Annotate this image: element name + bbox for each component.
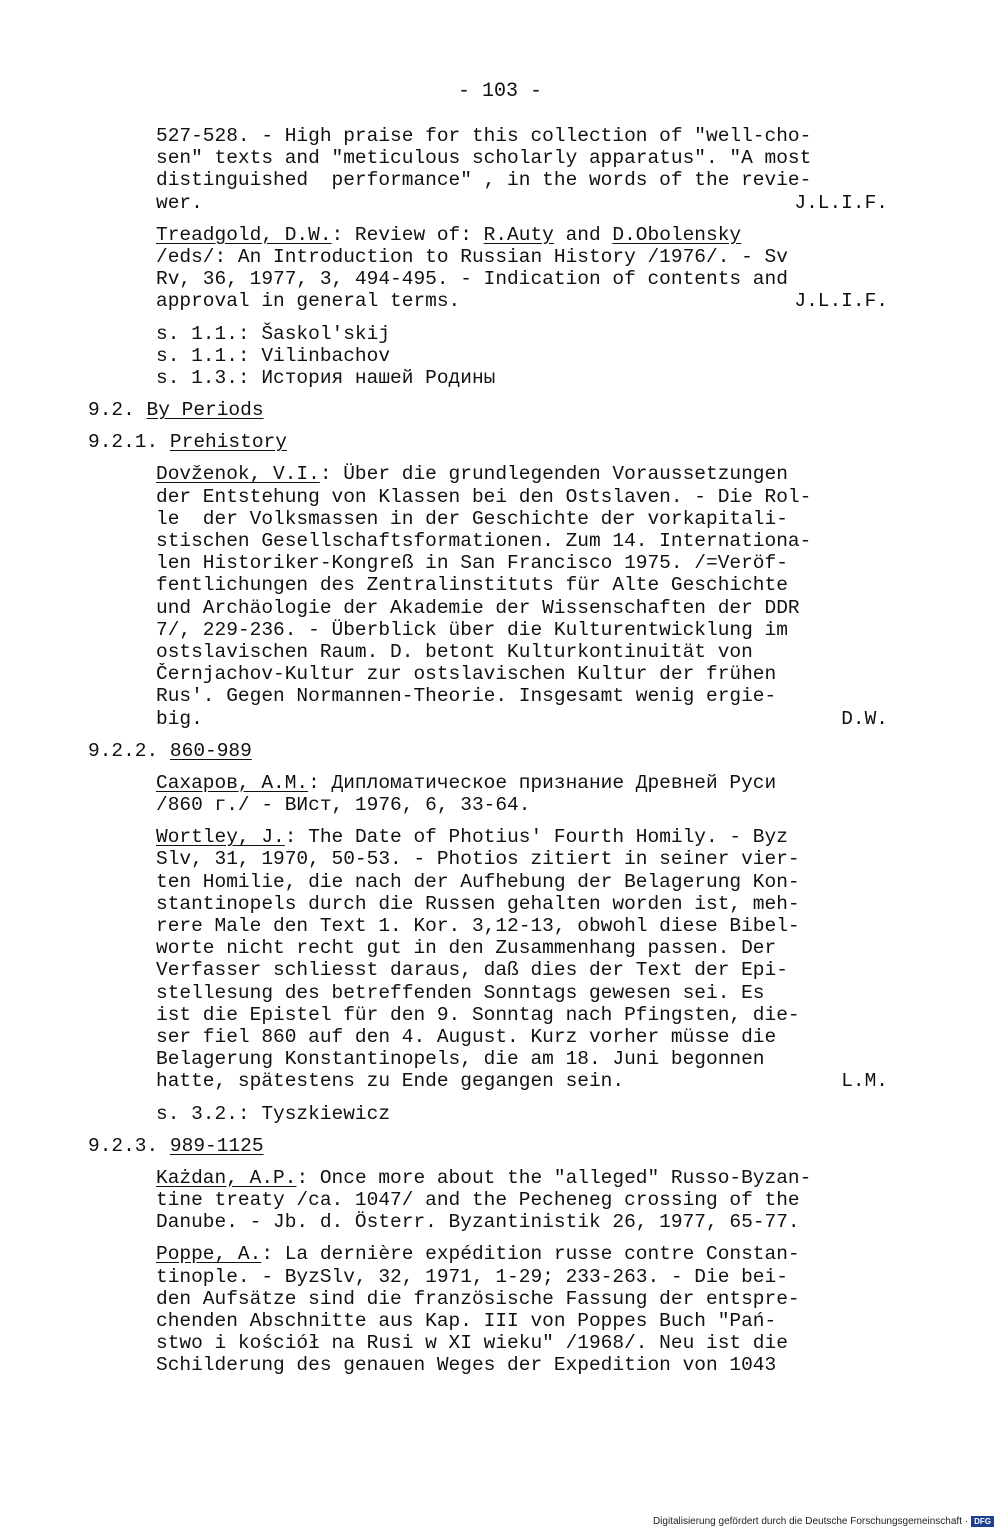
entry-line — [156, 290, 888, 312]
section-title: 989-1125 — [169, 1134, 264, 1157]
page-number: - 103 - — [457, 80, 542, 103]
entry-line — [156, 486, 888, 508]
entry-text: big. — [156, 707, 203, 730]
entry-text: Slv, 31, 1970, 50-53. - Photios zitiert in seiner vier- — [156, 848, 800, 871]
cross-references — [88, 323, 908, 390]
entry-line — [156, 552, 888, 574]
entry-text: hatte, spätestens zu Ende gegangen sein. — [156, 1070, 625, 1093]
dfg-logo: DFG — [971, 1516, 994, 1527]
entry-line — [156, 508, 888, 530]
entry-text: 527-528. - High praise for this collection of "well-cho- — [156, 125, 812, 147]
cross-references — [88, 1103, 908, 1125]
entry-line — [156, 1354, 888, 1376]
entry-author: Dovženok, V.I. — [156, 463, 320, 486]
entry-line — [156, 1070, 888, 1092]
entry-line — [156, 772, 888, 794]
reviewer-initials: L.M. — [841, 1070, 888, 1093]
section-number: 9.2. — [88, 399, 135, 422]
entry-text: Danube. - Jb. d. Österr. Byzantinistik 26, 1977, 65-77. — [156, 1211, 800, 1234]
entry-text: wer. — [156, 191, 203, 214]
entry-line — [156, 125, 888, 147]
entry-text: le der Volksmassen in der Geschichte der vorkapitali- — [156, 507, 788, 530]
entry-line — [156, 246, 888, 268]
entry-line — [156, 1332, 888, 1354]
entry-text: und Archäologie der Akademie der Wissenschaften der DDR — [156, 596, 800, 619]
entry-text: Rus'. Gegen Normannen-Theorie. Insgesamt wenig ergie- — [156, 685, 777, 708]
entry-text: worte nicht recht gut in den Zusammenhang passen. Der — [156, 937, 777, 960]
entry-text: chenden Abschnitte aus Kap. III von Poppes Buch "Pań- — [156, 1310, 777, 1332]
reviewer-initials: J.L.I.F. — [794, 290, 888, 313]
entry-text: sen" texts and "meticulous scholarly apparatus". "A most — [156, 147, 812, 170]
bibliography-entry — [156, 772, 888, 816]
section-title: By Periods — [146, 399, 264, 422]
entry-text: Schilderung des genauen Weges der Expedition von 1043 — [156, 1354, 777, 1377]
entry-text: stwo i kościół na Rusi w XI wieku" /1968/. Neu ist die — [156, 1332, 788, 1355]
reviewer-initials: J.L.I.F. — [794, 191, 888, 214]
entry-text: rere Male den Text 1. Kor. 3,12-13, obwohl diese Bibel- — [156, 915, 800, 937]
entry-line — [156, 1048, 888, 1070]
entry-text: Černjachov-Kultur zur ostslavischen Kultur der frühen — [156, 663, 777, 686]
entry-text: /860 г./ - ВИст, 1976, 6, 33-64. — [156, 794, 531, 817]
entry-line — [156, 663, 888, 685]
entry-text: tine treaty /ca. 1047/ and the Pecheneg crossing of the — [156, 1189, 800, 1212]
entry-author: Wortley, J. — [156, 826, 285, 849]
entry-text: den Aufsätze sind die französische Fassung der entspre- — [156, 1287, 800, 1310]
section-title: Prehistory — [169, 431, 287, 454]
entry-line — [156, 915, 888, 937]
entry-line — [156, 1004, 888, 1026]
entry-text: ist die Epistel für den 9. Sonntag nach Pfingsten, die- — [156, 1003, 800, 1026]
section-title: 860-989 — [169, 739, 252, 762]
section-heading — [88, 431, 908, 453]
entry-line — [156, 147, 888, 169]
entry-line — [156, 574, 888, 596]
cross-reference: s. 1.1.: Šaskol'skij — [156, 322, 391, 345]
entry-text: stantinopels durch die Russen gehalten worden ist, meh- — [156, 892, 800, 915]
entry-line — [156, 1266, 888, 1288]
entry-line — [156, 794, 888, 816]
entry-line — [156, 1167, 888, 1189]
bibliography-entry — [156, 826, 888, 1092]
entry-line — [156, 641, 888, 663]
entry-author: Treadgold, D.W. — [156, 223, 332, 246]
entry-line — [156, 1310, 888, 1332]
bibliography-entry — [156, 1167, 888, 1234]
entry-text: and — [553, 223, 613, 246]
entry-editor: D.Obolensky — [612, 223, 742, 246]
entry-line — [156, 192, 888, 214]
entry-text: distinguished performance" , in the words of the revie- — [156, 169, 812, 192]
entry-line — [156, 982, 888, 1004]
bibliography-entry — [156, 125, 888, 214]
section-number: 9.2.2. — [88, 739, 159, 762]
entry-text: : Review of: — [331, 223, 484, 246]
entry-text: /eds/: An Introduction to Russian History /1976/. - Sv — [156, 245, 788, 268]
entry-text: len Historiker-Kongreß in San Francisco 1975. /=Veröf- — [156, 552, 788, 575]
reviewer-initials: D.W. — [841, 707, 888, 730]
footer-credit — [653, 1516, 994, 1527]
entry-line — [156, 463, 888, 485]
entry-line — [156, 1026, 888, 1048]
section-number: 9.2.3. — [88, 1134, 159, 1157]
entry-text: der Entstehung von Klassen bei den Ostslaven. - Die Rol- — [156, 485, 812, 508]
bibliography-entry — [156, 463, 888, 729]
entry-text: Verfasser schliesst daraus, daß dies der Text der Epi- — [156, 959, 788, 982]
document-body — [88, 125, 908, 1387]
entry-line — [156, 169, 888, 191]
entry-line — [156, 268, 888, 290]
footer-text: Digitalisierung gefördert durch die Deutsche Forschungsgemeinschaft · — [652, 1516, 969, 1527]
entry-line — [156, 708, 888, 730]
entry-text: : La dernière expédition russe contre Constan- — [261, 1243, 800, 1266]
entry-text: ser fiel 860 auf den 4. August. Kurz vorher müsse die — [156, 1025, 777, 1048]
entry-text: : Дипломатическое признание Древней Руси — [308, 771, 777, 794]
entry-text: stischen Gesellschaftsformationen. Zum 14. Internationa- — [156, 530, 812, 552]
cross-reference: s. 1.3.: История нашей Родины — [156, 366, 496, 389]
entry-line — [156, 530, 888, 552]
entry-author: Każdan, A.P. — [156, 1166, 297, 1189]
cross-reference: s. 3.2.: Tyszkiewicz — [156, 1102, 391, 1125]
bibliography-entry — [156, 1243, 888, 1376]
entry-line — [156, 685, 888, 707]
entry-line — [156, 1243, 888, 1265]
entry-text: Rv, 36, 1977, 3, 494-495. - Indication of contents and — [156, 268, 788, 291]
entry-line — [156, 1189, 888, 1211]
entry-text: fentlichungen des Zentralinstituts für Alte Geschichte — [156, 574, 788, 597]
section-heading — [88, 740, 908, 762]
entry-text: ten Homilie, die nach der Aufhebung der Belagerung Kon- — [156, 870, 800, 893]
cross-reference: s. 1.1.: Vilinbachov — [156, 344, 391, 367]
entry-text: ostslavischen Raum. D. betont Kulturkontinuität von — [156, 640, 753, 663]
entry-line — [156, 871, 888, 893]
entry-text: Belagerung Konstantinopels, die am 18. Juni begonnen — [156, 1048, 765, 1071]
entry-line — [156, 937, 888, 959]
entry-line — [156, 1288, 888, 1310]
section-heading — [88, 1135, 908, 1157]
entry-author: Сахаров, А.М. — [156, 771, 309, 794]
entry-line — [156, 224, 888, 246]
entry-text: : Once more about the "alleged" Russo-Byzan- — [296, 1166, 812, 1189]
section-number: 9.2.1. — [88, 431, 159, 454]
entry-line — [156, 959, 888, 981]
entry-line — [156, 826, 888, 848]
entry-author: Poppe, A. — [156, 1243, 262, 1266]
section-heading — [88, 399, 908, 421]
entry-text: : The Date of Photius' Fourth Homily. - Byz — [284, 826, 788, 849]
entry-text: : Über die grundlegenden Voraussetzungen — [319, 463, 788, 486]
entry-text: tinople. - ByzSlv, 32, 1971, 1-29; 233-263. - Die bei- — [156, 1265, 788, 1288]
entry-line — [156, 848, 888, 870]
entry-line — [156, 619, 888, 641]
bibliography-entry — [156, 224, 888, 313]
entry-text: 7/, 229-236. - Überblick über die Kulturentwicklung im — [156, 618, 788, 641]
entry-text: approval in general terms. — [156, 290, 461, 313]
entry-editor: R.Auty — [483, 223, 554, 246]
entry-line — [156, 893, 888, 915]
entry-line — [156, 1211, 888, 1233]
entry-line — [156, 597, 888, 619]
entry-text: stellesung des betreffenden Sonntags gewesen sei. Es — [156, 981, 765, 1004]
